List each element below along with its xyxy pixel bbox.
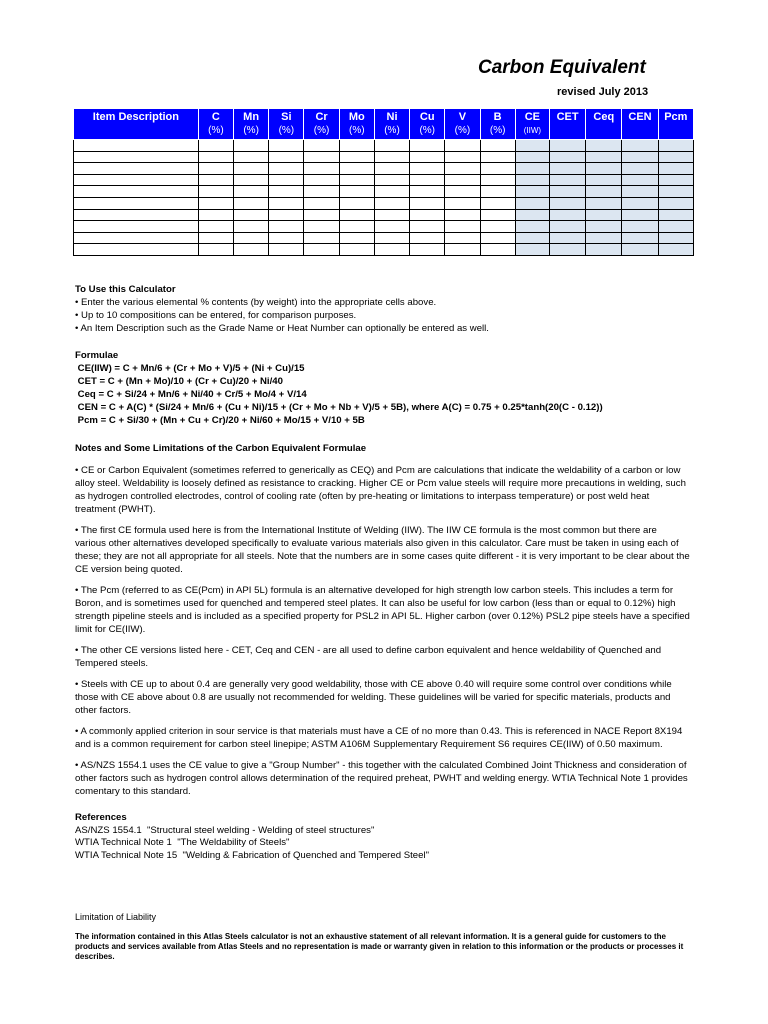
result-cell (658, 232, 693, 244)
column-header-unit: (%) (208, 125, 224, 136)
result-cell (586, 174, 622, 186)
element-input-cell[interactable] (374, 174, 409, 186)
column-header-label: Si (281, 111, 292, 123)
result-cell (586, 151, 622, 163)
element-input-cell[interactable] (339, 197, 374, 209)
formula-pcm: Pcm = C + Si/30 + (Mn + Cu + Cr)/20 + Ni/60 + Mo/15 + V/10 + 5B (75, 415, 365, 426)
element-input-cell[interactable] (269, 232, 304, 244)
liability-heading: Limitation of Liability (75, 912, 157, 922)
column-header-unit: (%) (313, 125, 330, 136)
result-cell (549, 197, 585, 209)
result-cell (515, 163, 549, 175)
note-paragraph: • CE or Carbon Equivalent (sometimes referred to generically as CEQ) and Pcm are calculations that indicate the weldability of a carbon or low alloy steel. Weldability is loosely defined as resistance to cracking. Higher CE or Pcm value steels will require more precautions in welding, such as hydrogen controlled electrodes, control of cooling rate (often by pre-heating or limitations to interpass temperature) or post weld heat treatment (PWHT). (75, 465, 686, 515)
element-input-cell[interactable] (339, 232, 374, 244)
column-header-unit: (%) (278, 125, 295, 136)
element-input-cell[interactable] (480, 151, 515, 163)
usage-item: • An Item Description such as the Grade Name or Heat Number can optionally be entered as well. (75, 323, 489, 334)
element-input-cell[interactable] (339, 140, 374, 152)
item-description-cell[interactable] (74, 140, 199, 152)
element-input-cell[interactable] (374, 186, 409, 198)
result-cell (515, 174, 549, 186)
result-cell (586, 140, 622, 152)
item-description-cell[interactable] (74, 186, 199, 198)
usage-item: • Up to 10 compositions can be entered, for comparison purposes. (75, 310, 357, 321)
result-cell (515, 221, 549, 233)
column-header-unit: (IIW) (523, 126, 542, 135)
element-input-cell[interactable] (339, 186, 374, 198)
revision-date: revised July 2013 (557, 86, 649, 98)
column-header-label: Cr (315, 111, 328, 123)
item-description-cell[interactable] (74, 197, 199, 209)
element-input-cell[interactable] (410, 174, 445, 186)
element-input-cell[interactable] (269, 221, 304, 233)
element-input-cell[interactable] (480, 209, 515, 221)
result-cell (549, 209, 585, 221)
table-header-row (74, 109, 694, 140)
element-input-cell[interactable] (410, 221, 445, 233)
result-cell (549, 244, 585, 256)
column-header (549, 109, 585, 140)
result-cell (622, 232, 658, 244)
item-description-cell[interactable] (74, 209, 199, 221)
result-cell (622, 244, 658, 256)
element-input-cell[interactable] (198, 209, 233, 221)
element-input-cell[interactable] (445, 151, 480, 163)
item-description-cell[interactable] (74, 163, 199, 175)
reference-item: WTIA Technical Note 1 "The Weldability of Steels" (75, 837, 290, 848)
element-input-cell[interactable] (480, 140, 515, 152)
table-row (74, 186, 694, 198)
result-cell (658, 174, 693, 186)
column-header-unit: (%) (384, 125, 400, 136)
column-header (445, 109, 480, 140)
element-input-cell[interactable] (374, 221, 409, 233)
table-row (74, 244, 694, 256)
table-row (74, 232, 694, 244)
table-row (74, 140, 694, 152)
column-header (234, 109, 269, 140)
element-input-cell[interactable] (480, 186, 515, 198)
formulae-heading: Formulae (75, 350, 119, 361)
column-header-unit: (%) (419, 125, 435, 136)
column-header-label: Pcm (664, 111, 688, 123)
element-input-cell[interactable] (374, 140, 409, 152)
note-paragraph: • The first CE formula used here is from the International Institute of Welding (IIW). The IIW CE formula is the most common but there are various other alternatives developed specifically to evaluate various materials also given in this calculator. Care must be taken in using each of these; they are not all appropriate for all steels. Note that the numbers are in some cases quite different - it is very important to be clear about the CE version being quoted. (75, 525, 690, 575)
element-input-cell[interactable] (410, 209, 445, 221)
result-cell (658, 151, 693, 163)
element-input-cell[interactable] (234, 140, 269, 152)
result-cell (586, 221, 622, 233)
column-header-label: Ni (386, 111, 398, 123)
result-cell (515, 140, 549, 152)
result-cell (549, 232, 585, 244)
column-header (304, 109, 339, 140)
result-cell (586, 186, 622, 198)
column-header-label: B (493, 111, 502, 123)
element-input-cell[interactable] (198, 163, 233, 175)
element-input-cell[interactable] (304, 174, 339, 186)
reference-item: AS/NZS 1554.1 "Structural steel welding - Welding of steel structures" (75, 824, 375, 836)
element-input-cell[interactable] (410, 163, 445, 175)
element-input-cell[interactable] (410, 151, 445, 163)
element-input-cell[interactable] (234, 197, 269, 209)
column-header-label: C (211, 111, 220, 123)
element-input-cell[interactable] (304, 197, 339, 209)
element-input-cell[interactable] (374, 197, 409, 209)
element-input-cell[interactable] (269, 163, 304, 175)
column-header-label: CE (524, 111, 541, 123)
element-input-cell[interactable] (480, 174, 515, 186)
element-input-cell[interactable] (198, 244, 233, 256)
result-cell (586, 197, 622, 209)
result-cell (658, 209, 693, 221)
result-cell (658, 186, 693, 198)
column-header (374, 109, 409, 140)
element-input-cell[interactable] (374, 209, 409, 221)
result-cell (515, 232, 549, 244)
element-input-cell[interactable] (269, 244, 304, 256)
element-input-cell[interactable] (374, 151, 409, 163)
element-input-cell[interactable] (339, 151, 374, 163)
result-cell (515, 197, 549, 209)
element-input-cell[interactable] (410, 197, 445, 209)
column-header-unit: (%) (349, 125, 365, 136)
column-header-label: CET (556, 111, 579, 123)
element-input-cell[interactable] (234, 244, 269, 256)
item-description-cell[interactable] (74, 244, 199, 256)
element-input-cell[interactable] (480, 163, 515, 175)
formulae-section (75, 349, 603, 427)
note-paragraph: • A commonly applied criterion in sour service is that materials must have a CE of no more than 0.43. This is referenced in NACE Report 8X194 and is a common requirement for carbon steel linepipe; ASTM A106M Supplementary Requirement S6 requires CE(IIW) of 0.50 maximum. (75, 726, 683, 750)
element-input-cell[interactable] (445, 209, 480, 221)
element-input-cell[interactable] (234, 174, 269, 186)
result-cell (622, 221, 658, 233)
element-input-cell[interactable] (480, 244, 515, 256)
table-row (74, 197, 694, 209)
element-input-cell[interactable] (198, 197, 233, 209)
item-description-cell[interactable] (74, 232, 199, 244)
element-input-cell[interactable] (410, 232, 445, 244)
element-input-cell[interactable] (198, 140, 233, 152)
element-input-cell[interactable] (198, 221, 233, 233)
element-input-cell[interactable] (480, 221, 515, 233)
result-cell (515, 151, 549, 163)
column-header (198, 109, 233, 140)
element-input-cell[interactable] (445, 244, 480, 256)
result-cell (622, 174, 658, 186)
column-header-label: Item Description (92, 111, 179, 123)
result-cell (549, 163, 585, 175)
note-paragraph: • The other CE versions listed here - CET, Ceq and CEN - are all used to define carbon equivalent and hence weldability of Quenched and Tempered steels. (75, 645, 662, 669)
element-input-cell[interactable] (269, 186, 304, 198)
formula-ce-iiw: CE(IIW) = C + Mn/6 + (Cr + Mo + V)/5 + (Ni + Cu)/15 (75, 363, 305, 374)
element-input-cell[interactable] (445, 163, 480, 175)
usage-heading: To Use this Calculator (75, 284, 176, 295)
result-cell (622, 209, 658, 221)
element-input-cell[interactable] (269, 197, 304, 209)
element-input-cell[interactable] (234, 151, 269, 163)
notes-section (75, 442, 690, 798)
element-input-cell[interactable] (339, 163, 374, 175)
element-input-cell[interactable] (198, 151, 233, 163)
element-input-cell[interactable] (304, 140, 339, 152)
column-header-label: Mo (348, 111, 365, 123)
element-input-cell[interactable] (374, 163, 409, 175)
element-input-cell[interactable] (374, 232, 409, 244)
column-header (74, 109, 199, 140)
element-input-cell[interactable] (234, 232, 269, 244)
result-cell (549, 174, 585, 186)
element-input-cell[interactable] (304, 163, 339, 175)
element-input-cell[interactable] (269, 209, 304, 221)
result-cell (515, 244, 549, 256)
element-input-cell[interactable] (304, 209, 339, 221)
element-input-cell[interactable] (304, 151, 339, 163)
table-row (74, 221, 694, 233)
column-header-label: Cu (419, 111, 435, 123)
element-input-cell[interactable] (304, 244, 339, 256)
element-input-cell[interactable] (198, 232, 233, 244)
element-input-cell[interactable] (410, 140, 445, 152)
result-cell (622, 186, 658, 198)
column-header (586, 109, 622, 140)
table-row (74, 209, 694, 221)
element-input-cell[interactable] (339, 244, 374, 256)
item-description-cell[interactable] (74, 174, 199, 186)
column-header (622, 109, 658, 140)
column-header (269, 109, 304, 140)
element-input-cell[interactable] (269, 140, 304, 152)
result-cell (658, 163, 693, 175)
item-description-cell[interactable] (74, 221, 199, 233)
element-input-cell[interactable] (445, 186, 480, 198)
element-input-cell[interactable] (410, 186, 445, 198)
usage-section (75, 283, 489, 335)
element-input-cell[interactable] (234, 163, 269, 175)
reference-item: WTIA Technical Note 15 "Welding & Fabrication of Quenched and Tempered Steel" (75, 849, 429, 861)
result-cell (658, 221, 693, 233)
element-input-cell[interactable] (445, 221, 480, 233)
element-input-cell[interactable] (374, 244, 409, 256)
notes-heading: Notes and Some Limitations of the Carbon Equivalent Formulae (75, 443, 367, 454)
result-cell (622, 151, 658, 163)
usage-item: • Enter the various elemental % contents (by weight) into the appropriate cells above. (75, 297, 437, 308)
result-cell (586, 209, 622, 221)
references-heading: References (75, 812, 127, 823)
column-header-unit: (%) (489, 125, 506, 136)
element-input-cell[interactable] (339, 221, 374, 233)
note-paragraph: • AS/NZS 1554.1 uses the CE value to give a "Group Number" - this together with the calculated Combined Joint Thickness and consideration of other factors such as hydrogen control allows determination of the required preheat, PWHT and welding energy. WTIA Technical Note 1 provides comentary to this standard. (75, 760, 688, 797)
element-input-cell[interactable] (234, 186, 269, 198)
element-input-cell[interactable] (269, 174, 304, 186)
element-input-cell[interactable] (445, 197, 480, 209)
result-cell (515, 209, 549, 221)
result-cell (549, 151, 585, 163)
element-input-cell[interactable] (234, 221, 269, 233)
formula-cen: CEN = C + A(C) * (Si/24 + Mn/6 + (Cu + Ni)/15 + (Cr + Mo + Nb + V)/5 + 5B), where A(C) = 0.75 + 0.25*tanh(20(C - 0.12)) (75, 402, 603, 413)
element-input-cell[interactable] (198, 174, 233, 186)
column-header-label: CEN (628, 111, 652, 123)
element-input-cell[interactable] (304, 232, 339, 244)
element-input-cell[interactable] (480, 232, 515, 244)
result-cell (586, 232, 622, 244)
result-cell (658, 244, 693, 256)
page-title: Carbon Equivalent (478, 57, 646, 78)
table-row (74, 151, 694, 163)
element-input-cell[interactable] (198, 186, 233, 198)
element-input-cell[interactable] (234, 209, 269, 221)
result-cell (515, 186, 549, 198)
column-header (480, 109, 515, 140)
note-paragraph: • The Pcm (referred to as CE(Pcm) in API 5L) formula is an alternative developed for high strength low carbon steels. This includes a term for Boron, and is sometimes used for quenched and tempered steel plates. It can also be useful for low carbon (less than or equal to 0.12%) high strength pipeline steels and is included as a specified property for PSL2 in API 5L. Higher carbon (over 0.12%) PSL2 pipe steels have a specified limit for CE(IIW). (75, 585, 690, 635)
column-header (410, 109, 445, 140)
element-input-cell[interactable] (445, 140, 480, 152)
result-cell (549, 186, 585, 198)
table-row (74, 174, 694, 186)
result-cell (622, 163, 658, 175)
liability-text: The information contained in this Atlas Steels calculator is not an exhaustive statement of all relevant information. It is a general guide for customers to the products and services available from Atlas Steels and no representation is made or warranty given in relation to this information or the products or processes it describes. (75, 932, 684, 961)
element-input-cell[interactable] (269, 151, 304, 163)
element-input-cell[interactable] (304, 221, 339, 233)
note-paragraph: • Steels with CE up to about 0.4 are generally very good weldability, those with CE above 0.40 will require some control over conditions while those with CE above about 0.8 are usually not recommended for welding. These guidelines will be varied for specific materials, products and other factors. (75, 679, 672, 716)
element-input-cell[interactable] (339, 174, 374, 186)
element-input-cell[interactable] (339, 209, 374, 221)
column-header-unit: (%) (243, 125, 259, 136)
element-input-cell[interactable] (445, 174, 480, 186)
column-header-label: Ceq (593, 111, 615, 123)
item-description-cell[interactable] (74, 151, 199, 163)
result-cell (622, 140, 658, 152)
result-cell (586, 163, 622, 175)
composition-table (73, 108, 694, 256)
result-cell (658, 140, 693, 152)
element-input-cell[interactable] (445, 232, 480, 244)
result-cell (549, 140, 585, 152)
result-cell (658, 197, 693, 209)
table-row (74, 163, 694, 175)
result-cell (622, 197, 658, 209)
element-input-cell[interactable] (480, 197, 515, 209)
column-header (339, 109, 374, 140)
element-input-cell[interactable] (304, 186, 339, 198)
formula-ceq: Ceq = C + Si/24 + Mn/6 + Ni/40 + Cr/5 + Mo/4 + V/14 (75, 389, 307, 400)
column-header (658, 109, 693, 140)
element-input-cell[interactable] (410, 244, 445, 256)
column-header-label: V (458, 111, 467, 123)
formula-cet: CET = C + (Mn + Mo)/10 + (Cr + Cu)/20 + Ni/40 (75, 376, 283, 387)
result-cell (586, 244, 622, 256)
references-section (75, 812, 429, 862)
column-header-unit: (%) (454, 125, 471, 136)
column-header (515, 109, 549, 140)
column-header-label: Mn (243, 111, 260, 123)
result-cell (549, 221, 585, 233)
